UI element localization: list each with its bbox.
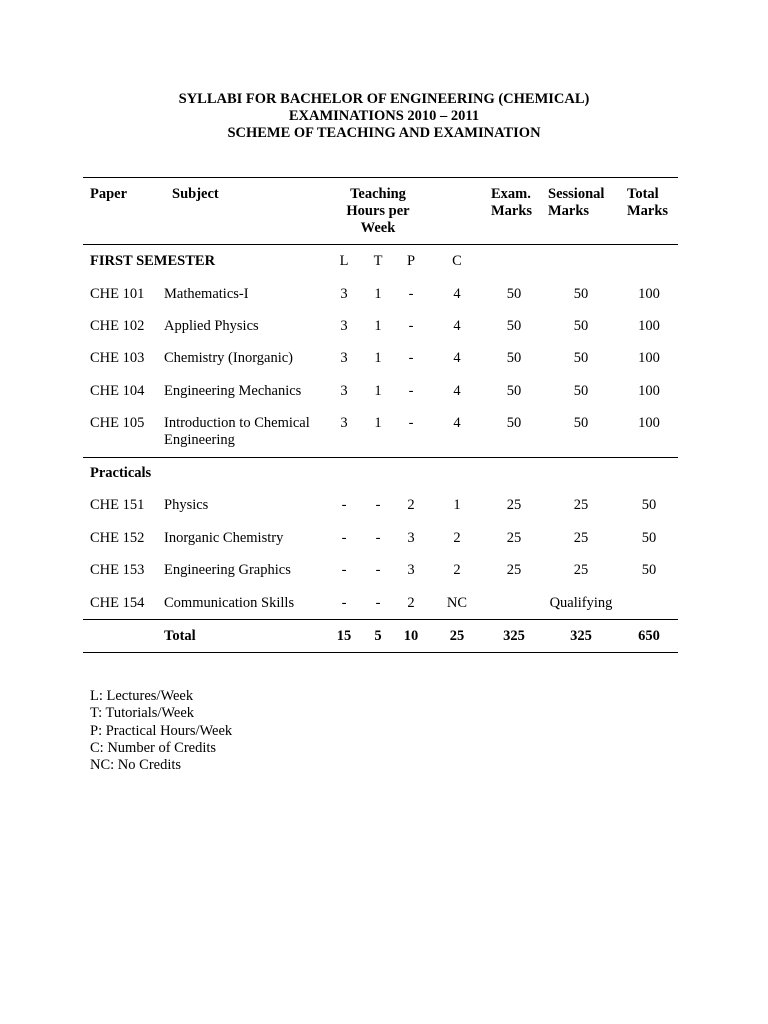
total-lectures: 15 [336,628,352,644]
practical-value: - [408,350,414,366]
sessional-marks-value: 25 [573,497,589,513]
total-marks-value: 50 [641,530,657,546]
total-marks-value: 100 [638,286,660,302]
legend-item: L: Lectures/Week [90,688,194,704]
total-marks-value: 100 [638,415,660,431]
total-marks-value: 100 [638,318,660,334]
lectures-value: - [341,530,347,546]
subject-name: Applied Physics [164,318,259,334]
first-semester-label: FIRST SEMESTER [90,253,216,269]
total-marks-value: 50 [641,497,657,513]
subject-name: Engineering Mechanics [164,383,302,399]
total-tutorials: 5 [374,628,382,644]
header-total-marks: Total Marks [627,186,669,219]
total-top-rule [83,619,678,620]
tutorials-value: - [375,497,381,513]
paper-code: CHE 105 [90,415,145,431]
exam-marks-value: 25 [506,530,522,546]
paper-code: CHE 152 [90,530,145,546]
practical-value: - [408,383,414,399]
tutorials-value: 1 [374,318,382,334]
practical-value: 2 [407,497,415,513]
paper-code: CHE 154 [90,595,145,611]
lectures-value: - [341,595,347,611]
total-marks-value: 100 [638,383,660,399]
title-line-1: SYLLABI FOR BACHELOR OF ENGINEERING (CHEMICAL) [178,91,590,107]
credits-value: NC [446,595,468,611]
title-line-2: EXAMINATIONS 2010 – 2011 [288,108,480,124]
subject-name: Engineering Graphics [164,562,291,578]
subject-name: Mathematics-I [164,286,249,302]
tutorials-value: - [375,595,381,611]
title-line-3: SCHEME OF TEACHING AND EXAMINATION [227,125,541,141]
practical-value: - [408,318,414,334]
lectures-value: - [341,497,347,513]
total-label: Total [164,628,196,644]
tutorials-value: - [375,562,381,578]
total-practical: 10 [403,628,419,644]
total-credits: 25 [449,628,465,644]
exam-marks-value: 25 [506,562,522,578]
paper-code: CHE 103 [90,350,145,366]
practical-value: - [408,415,414,431]
exam-marks-value: 50 [506,318,522,334]
col-c-label: C [452,253,462,269]
lectures-value: 3 [340,383,348,399]
sessional-marks-value: 50 [573,286,589,302]
total-exam-marks: 325 [503,628,525,644]
legend-item: NC: No Credits [90,757,182,774]
credits-value: 4 [453,286,461,302]
abbreviation-legend [90,688,232,774]
document-title [0,91,768,142]
sessional-marks-value: 25 [573,530,589,546]
practicals-label: Practicals [90,465,152,481]
exam-marks-value: 50 [506,350,522,366]
header-bottom-rule [83,244,678,245]
tutorials-value: 1 [374,415,382,431]
credits-value: 1 [453,497,461,513]
paper-code: CHE 104 [90,383,145,399]
total-marks-value: 100 [638,350,660,366]
credits-value: 4 [453,415,461,431]
lectures-value: - [341,562,347,578]
credits-value: 2 [453,530,461,546]
sessional-marks-value: 50 [573,415,589,431]
exam-marks-value: 50 [506,383,522,399]
table-bottom-rule [83,652,678,653]
sessional-marks-value: 50 [573,383,589,399]
sessional-marks-value: 50 [573,350,589,366]
qualifying-note: Qualifying [549,595,613,611]
total-sessional-marks: 325 [570,628,592,644]
practical-value: 3 [407,530,415,546]
credits-value: 2 [453,562,461,578]
credits-value: 4 [453,350,461,366]
table-top-rule [83,177,678,178]
lectures-value: 3 [340,350,348,366]
practical-value: 3 [407,562,415,578]
tutorials-value: 1 [374,350,382,366]
col-l-label: L [339,253,349,269]
lectures-value: 3 [340,318,348,334]
header-exam-marks: Exam. Marks [491,186,533,219]
col-t-label: T [373,253,383,269]
subject-name: Chemistry (Inorganic) [164,350,293,366]
legend-item: T: Tutorials/Week [90,705,195,722]
paper-code: CHE 101 [90,286,145,302]
paper-code: CHE 102 [90,318,145,334]
exam-marks-value: 25 [506,497,522,513]
header-subject: Subject [172,186,219,202]
subject-name: Physics [164,497,209,513]
col-p-label: P [406,253,416,269]
tutorials-value: - [375,530,381,546]
paper-code: CHE 151 [90,497,145,513]
credits-value: 4 [453,318,461,334]
total-marks-value: 50 [641,562,657,578]
tutorials-value: 1 [374,383,382,399]
total-marks: 650 [638,628,660,644]
subject-name: Introduction to Chemical Engineering [164,415,310,448]
lectures-value: 3 [340,286,348,302]
legend-item: P: Practical Hours/Week [90,722,233,739]
sessional-marks-value: 50 [573,318,589,334]
header-teaching-hours: Teaching Hours per Week [346,186,410,236]
subject-name: Inorganic Chemistry [164,530,284,546]
lectures-value: 3 [340,415,348,431]
practicals-top-rule [83,457,678,458]
practical-value: 2 [407,595,415,611]
subject-name: Communication Skills [164,595,295,611]
credits-value: 4 [453,383,461,399]
paper-code: CHE 153 [90,562,145,578]
sessional-marks-value: 25 [573,562,589,578]
exam-marks-value: 50 [506,415,522,431]
header-paper: Paper [90,186,128,202]
legend-item: C: Number of Credits [90,739,217,756]
exam-marks-value: 50 [506,286,522,302]
tutorials-value: 1 [374,286,382,302]
practical-value: - [408,286,414,302]
header-sessional-marks: Sessional Marks [548,186,605,219]
